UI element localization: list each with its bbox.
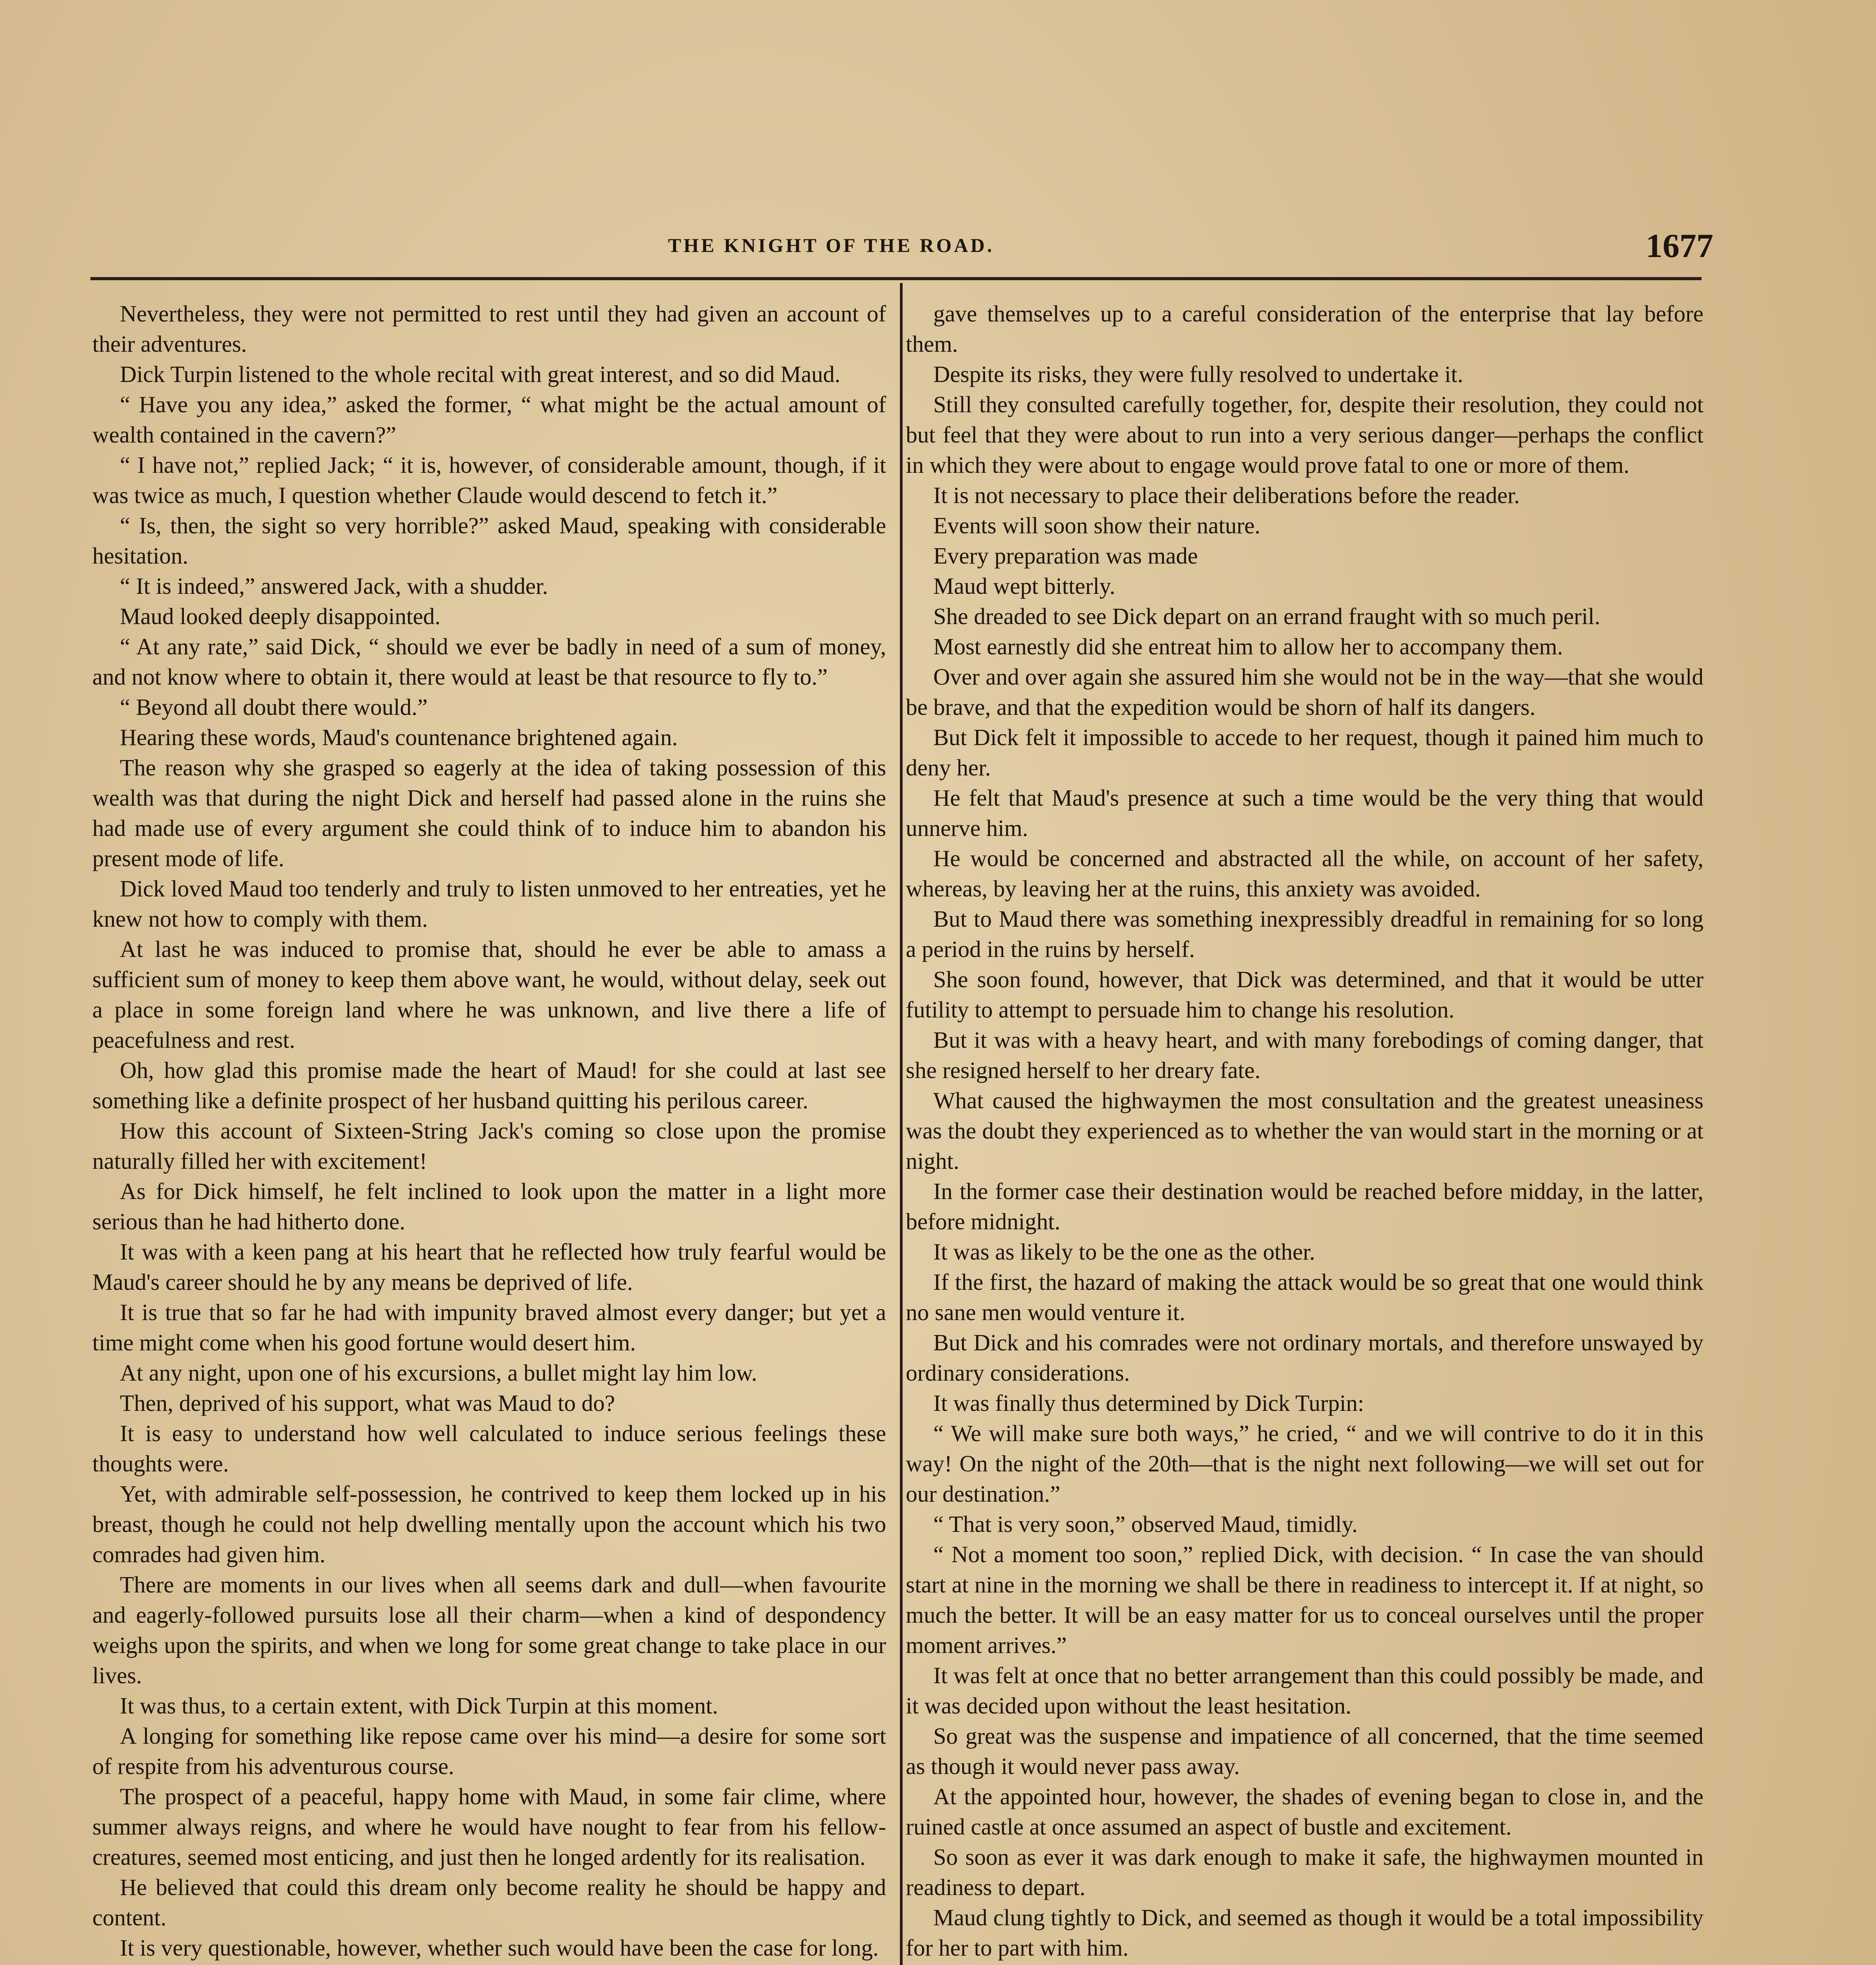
paragraph: “ Not a moment too soon,” replied Dick, with decision. “ In case the van should start at nine in the morning we shall be there in readiness to intercept it. If at night, so much the better. It will be an easy matter for us to conceal ourselves until the proper moment arrives.”: [906, 1541, 1703, 1658]
right-column: [906, 299, 1703, 1965]
paragraph: If the first, the hazard of making the attack would be so great that one would think no sane men would venture it.: [906, 1269, 1703, 1325]
paragraph: At any night, upon one of his excursions, a bullet might lay him low.: [120, 1360, 757, 1386]
paragraph: He believed that could this dream only become reality he should be happy and content.: [92, 1874, 886, 1930]
column-divider: [900, 283, 903, 1965]
paragraph: A longing for something like repose came over his mind—a desire for some sort of respite from his adventurous course.: [92, 1723, 886, 1779]
paragraph: gave themselves up to a careful consideration of the enterprise that lay before them.: [906, 301, 1703, 357]
paragraph: It is true that so far he had with impunity braved almost every danger; but yet a time might come when his good fortune would desert him.: [92, 1299, 886, 1355]
paragraph: She soon found, however, that Dick was determined, and that it would be utter futility to attempt to persuade him to change his resolution.: [906, 966, 1703, 1023]
page-number: 1677: [1646, 227, 1713, 264]
paragraph: But Dick felt it impossible to accede to her request, though it pained him much to deny her.: [906, 724, 1703, 780]
paragraph: But Dick and his comrades were not ordinary mortals, and therefore unswayed by ordinary considerations.: [906, 1330, 1703, 1386]
paragraph: Dick Turpin listened to the whole recital with great interest, and so did Maud.: [120, 361, 841, 387]
paragraph: It is easy to understand how well calculated to induce serious feelings these thoughts were.: [92, 1420, 886, 1477]
paragraph: How this account of Sixteen-String Jack's coming so close upon the promise naturally filled her with excitement!: [92, 1118, 886, 1174]
paragraph: Maud clung tightly to Dick, and seemed as though it would be a total impossibility for her to part with him.: [906, 1904, 1703, 1961]
paragraph: So great was the suspense and impatience of all concerned, that the time seemed as though it would never pass away.: [906, 1723, 1703, 1779]
paragraph: The prospect of a peaceful, happy home with Maud, in some fair clime, where summer always reigns, and where he would have nought to fear from his fellow-creatures, seemed most enticing, and just then he longed ardently for its realisation.: [92, 1783, 886, 1870]
paragraph: It is very questionable, however, whether such would have been the case for long.: [120, 1935, 879, 1961]
paragraph: Most earnestly did she entreat him to allow her to accompany them.: [933, 634, 1563, 659]
paragraph: Nevertheless, they were not permitted to rest until they had given an account of their adventures.: [92, 301, 886, 357]
paragraph: So soon as ever it was dark enough to make it safe, the highwaymen mounted in readiness to depart.: [906, 1844, 1703, 1900]
paragraph: It is not necessary to place their deliberations before the reader.: [933, 482, 1520, 508]
paragraph: He felt that Maud's presence at such a time would be the very thing that would unnerve him.: [906, 785, 1703, 841]
paragraph: Dick loved Maud too tenderly and truly to listen unmoved to her entreaties, yet he knew not how to comply with them.: [92, 876, 886, 932]
paragraph: “ We will make sure both ways,” he cried, “ and we will contrive to do it in this way! On the night of the 20th—that is the night next following—we will set out for our destination.”: [906, 1420, 1703, 1507]
paragraph: At the appointed hour, however, the shades of evening began to close in, and the ruined castle at once assumed an aspect of bustle and excitement.: [906, 1783, 1703, 1840]
paragraph: What caused the highwaymen the most consultation and the greatest uneasiness was the doubt they experienced as to whether the van would start in the morning or at night.: [906, 1087, 1703, 1174]
running-head: THE KNIGHT OF THE ROAD.: [668, 234, 995, 256]
paragraph: At last he was induced to promise that, should he ever be able to amass a sufficient sum of money to keep them above want, he would, without delay, seek out a place in some foreign land where he was unknown, and live there a life of peacefulness and rest.: [92, 936, 886, 1053]
paragraph: Every preparation was made: [933, 543, 1198, 569]
header-rule: [90, 277, 1702, 280]
paragraph: “ I have not,” replied Jack; “ it is, however, of considerable amount, though, if it was twice as much, I question whether Claude would descend to fetch it.”: [92, 452, 886, 508]
paragraph: He would be concerned and abstracted all the while, on account of her safety, whereas, by leaving her at the ruins, this anxiety was avoided.: [906, 845, 1703, 902]
page-header: [668, 226, 1713, 264]
paragraph: Events will soon show their nature.: [933, 512, 1261, 538]
paragraph: Maud looked deeply disappointed.: [120, 603, 441, 629]
paragraph: In the former case their destination would be reached before midday, in the latter, before midnight.: [906, 1178, 1703, 1234]
paragraph: [92, 1963, 886, 1965]
paragraph: It was finally thus determined by Dick Turpin:: [933, 1390, 1364, 1416]
paragraph: Yet, with admirable self-possession, he contrived to keep them locked up in his breast, though he could not help dwelling mentally upon the account which his two comrades had given him.: [92, 1481, 886, 1567]
paragraph: [906, 1963, 1703, 1965]
paragraph: Despite its risks, they were fully resolved to undertake it.: [933, 361, 1463, 387]
paragraph: It was felt at once that no better arrangement than this could possibly be made, and it was decided upon without the least hesitation.: [906, 1662, 1703, 1719]
paragraph: It was with a keen pang at his heart that he reflected how truly fearful would be Maud's career should he by any means be deprived of life.: [92, 1239, 886, 1295]
paragraph: But it was with a heavy heart, and with many forebodings of coming danger, that she resigned herself to her dreary fate.: [906, 1027, 1703, 1083]
paragraph: The reason why she grasped so eagerly at the idea of taking possession of this wealth was that during the night Dick and herself had passed alone in the ruins she had made use of every argument she could think of to induce him to abandon his present mode of life.: [92, 755, 886, 871]
paragraph: It was as likely to be the one as the other.: [933, 1239, 1315, 1265]
paragraph: Over and over again she assured him she would not be in the way—that she would be brave, and that the expedition would be shorn of half its dangers.: [906, 664, 1703, 720]
paragraph: Hearing these words, Maud's countenance brightened again.: [120, 724, 678, 750]
paragraph: Oh, how glad this promise made the heart of Maud! for she could at last see something like a definite prospect of her husband quitting his perilous career.: [92, 1057, 886, 1113]
paragraph: She dreaded to see Dick depart on an errand fraught with so much peril.: [933, 603, 1601, 629]
paragraph: “ Beyond all doubt there would.”: [120, 694, 428, 720]
paragraph: Then, deprived of his support, what was Maud to do?: [120, 1390, 615, 1416]
paragraph: It was thus, to a certain extent, with Dick Turpin at this moment.: [120, 1693, 718, 1719]
paragraph: As for Dick himself, he felt inclined to look upon the matter in a light more serious than he had hitherto done.: [92, 1178, 886, 1234]
paragraph: “ Have you any idea,” asked the former, “ what might be the actual amount of wealth contained in the cavern?”: [92, 391, 886, 448]
paragraph: But to Maud there was something inexpressibly dreadful in remaining for so long a period in the ruins by herself.: [906, 906, 1703, 962]
paragraph: “ It is indeed,” answered Jack, with a shudder.: [120, 573, 548, 599]
paragraph: There are moments in our lives when all seems dark and dull—when favourite and eagerly-followed pursuits lose all their charm—when a kind of despondency weighs upon the spirits, and when we long for some great change to take place in our lives.: [92, 1572, 886, 1688]
paragraph: “ Is, then, the sight so very horrible?” asked Maud, speaking with considerable hesitation.: [92, 512, 886, 569]
paragraph: Maud wept bitterly.: [933, 573, 1116, 599]
paragraph: “ That is very soon,” observed Maud, timidly.: [933, 1511, 1358, 1537]
paragraph: “ At any rate,” said Dick, “ should we ever be badly in need of a sum of money, and not know where to obtain it, there would at least be that resource to fly to.”: [92, 634, 886, 690]
paragraph: Still they consulted carefully together, for, despite their resolution, they could not but feel that they were about to run into a very serious danger—perhaps the conflict in which they were about to engage would prove fatal to one or more of them.: [906, 391, 1703, 478]
left-column: [92, 299, 886, 1965]
